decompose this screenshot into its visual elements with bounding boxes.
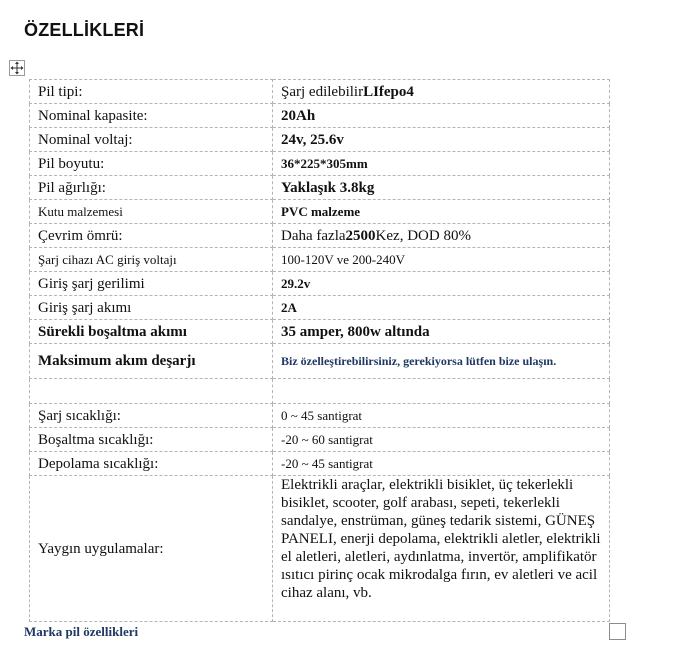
row-label: Pil ağırlığı: <box>30 176 273 200</box>
spec-table <box>29 79 610 622</box>
move-icon <box>10 61 24 75</box>
page-heading: ÖZELLİKLERİ <box>24 20 145 40</box>
table-row <box>30 320 610 344</box>
table-row <box>30 272 610 296</box>
table-row <box>30 404 610 428</box>
row-value: Şarj edilebilirLIfepo4 <box>273 80 610 104</box>
row-value: -20 ~ 60 santigrat <box>273 428 610 452</box>
table-caption: Marka pil özellikleri <box>24 624 139 639</box>
row-label: Şarj sıcaklığı: <box>30 404 273 428</box>
row-label: Maksimum akım deşarjı <box>30 344 273 379</box>
row-label: Yaygın uygulamalar: <box>30 476 273 622</box>
table-row <box>30 80 610 104</box>
table-row <box>30 152 610 176</box>
row-label: Sürekli boşaltma akımı <box>30 320 273 344</box>
row-value: -20 ~ 45 santigrat <box>273 452 610 476</box>
table-row <box>30 224 610 248</box>
table-row <box>30 476 610 622</box>
table-row <box>30 128 610 152</box>
table-row <box>30 344 610 379</box>
row-value: 0 ~ 45 santigrat <box>273 404 610 428</box>
row-value: Biz özelleştirebilirsiniz, gerekiyorsa lütfen bize ulaşın. <box>273 344 610 379</box>
table-row <box>30 452 610 476</box>
selection-checkbox[interactable] <box>609 623 626 640</box>
row-value: 35 amper, 800w altında <box>273 320 610 344</box>
table-move-handle[interactable] <box>9 60 25 76</box>
row-value: 2A <box>273 296 610 320</box>
table-row <box>30 200 610 224</box>
row-label: Kutu malzemesi <box>30 200 273 224</box>
row-value: 29.2v <box>273 272 610 296</box>
row-label: Pil tipi: <box>30 80 273 104</box>
row-label: Giriş şarj gerilimi <box>30 272 273 296</box>
table-row <box>30 248 610 272</box>
table-row <box>30 428 610 452</box>
row-value <box>273 379 610 404</box>
row-value: Daha fazla2500Kez, DOD 80% <box>273 224 610 248</box>
row-value: Elektrikli araçlar, elektrikli bisiklet, üç tekerlekli bisiklet, scooter, golf arabası, sepeti, tekerlekli sandalye, enstrüman, güneş tedarik sistemi, GÜNEŞ PANELI, enerji depolama, elektrikli aletler, elektrikli el aletleri, aletleri, aydınlatma, invertör, amplifikatör ısıtıcı pirinç ocak mikrodalga fırın, ev aletleri ve acil cihaz alanı, vb. <box>273 476 610 622</box>
row-label: Boşaltma sıcaklığı: <box>30 428 273 452</box>
row-label: Şarj cihazı AC giriş voltajı <box>30 248 273 272</box>
table-row <box>30 296 610 320</box>
row-label: Giriş şarj akımı <box>30 296 273 320</box>
row-value: Yaklaşık 3.8kg <box>273 176 610 200</box>
row-value: 24v, 25.6v <box>273 128 610 152</box>
table-row <box>30 379 610 404</box>
row-value: 36*225*305mm <box>273 152 610 176</box>
row-label <box>30 379 273 404</box>
row-label: Nominal voltaj: <box>30 128 273 152</box>
row-label: Nominal kapasite: <box>30 104 273 128</box>
table-row <box>30 176 610 200</box>
table-row <box>30 104 610 128</box>
row-value: 20Ah <box>273 104 610 128</box>
row-label: Pil boyutu: <box>30 152 273 176</box>
row-value: PVC malzeme <box>273 200 610 224</box>
row-label: Depolama sıcaklığı: <box>30 452 273 476</box>
row-value: 100-120V ve 200-240V <box>273 248 610 272</box>
row-label: Çevrim ömrü: <box>30 224 273 248</box>
